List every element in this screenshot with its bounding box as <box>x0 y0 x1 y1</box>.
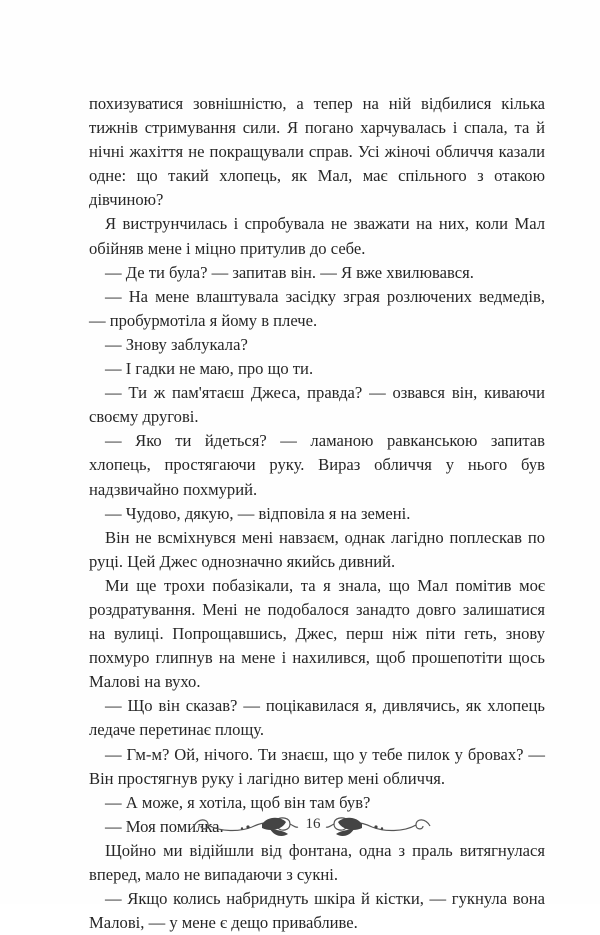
dialogue-line: — І гадки не маю, про що ти. <box>105 359 314 379</box>
paragraph: Ми ще трохи побазікали, та я знала, що Мал помітив моє роздратування. Мені не подобалося занадто довго залишатися на вулиці. Попрощавшись, Джес, перш ніж піти геть, знову похмуро глипнув на мене і нахилився, щоб прошепотіти щось Малові на вухо. <box>89 575 545 692</box>
dialogue-line: — Ти ж пам'ятаєш Джеса, правда? — озвався він, киваючи своєму другові. <box>89 383 545 427</box>
page-number: 16 <box>305 816 321 832</box>
dialogue-line: — Чудово, дякую, — відповіла я на земені. <box>105 503 411 523</box>
paragraph: Щойно ми відійшли від фонтана, одна з праль витягнулася вперед, мало не випадаючи з сукні. <box>89 840 545 884</box>
paragraph-continuation: похизуватися зовнішністю, а тепер на ній відбилися кілька тижнів стримування сили. Я погано харчувалась і спала, та й нічні жахіття не покращували справ. Усі жіночі обличчя казали одне: що такий хлопець, як Мал, має спільного з отакою дівчиною? <box>89 94 545 210</box>
paragraph: Він не всміхнувся мені навзаєм, однак лагідно поплескав по руці. Цей Джес однозначно якийсь дивний. <box>89 527 545 571</box>
dialogue-line: — Гм-м? Ой, нічого. Ти знаєш, що у тебе пилок у бровах? — Він простягнув руку і лагідно витер мені обличчя. <box>89 744 545 788</box>
dialogue-line: — Моя помилка. <box>105 816 224 836</box>
dialogue-line: — На мене влаштувала засідку зграя розлючених ведмедів, — пробурмотіла я йому в плече. <box>89 286 545 330</box>
dialogue-line: — Де ти була? — запитав він. — Я вже хвилювався. <box>105 262 474 282</box>
page-footer <box>0 808 600 848</box>
dialogue-line: — Яко ти йдеться? — ламаною равканською запитав хлопець, простягаючи руку. Вираз обличчя у нього був надзвичайно похмурий. <box>89 431 545 499</box>
dialogue-line: — А може, я хотіла, щоб він там був? <box>105 792 371 812</box>
right-flourish-icon <box>322 812 434 842</box>
dialogue-line: — Знову заблукала? <box>105 334 248 354</box>
left-flourish-icon <box>190 812 302 842</box>
paragraph: Я виструнчилась і спробувала не зважати на них, коли Мал обійняв мене і міцно притулив до себе. <box>89 214 545 258</box>
dialogue-line: — Що він сказав? — поцікавилася я, дивлячись, як хлопець ледаче перетинає площу. <box>89 696 545 740</box>
dialogue-line: — Якщо колись набриднуть шкіра й кістки, — гукнула вона Малові, — у мене є дещо привабливе. <box>89 889 545 933</box>
